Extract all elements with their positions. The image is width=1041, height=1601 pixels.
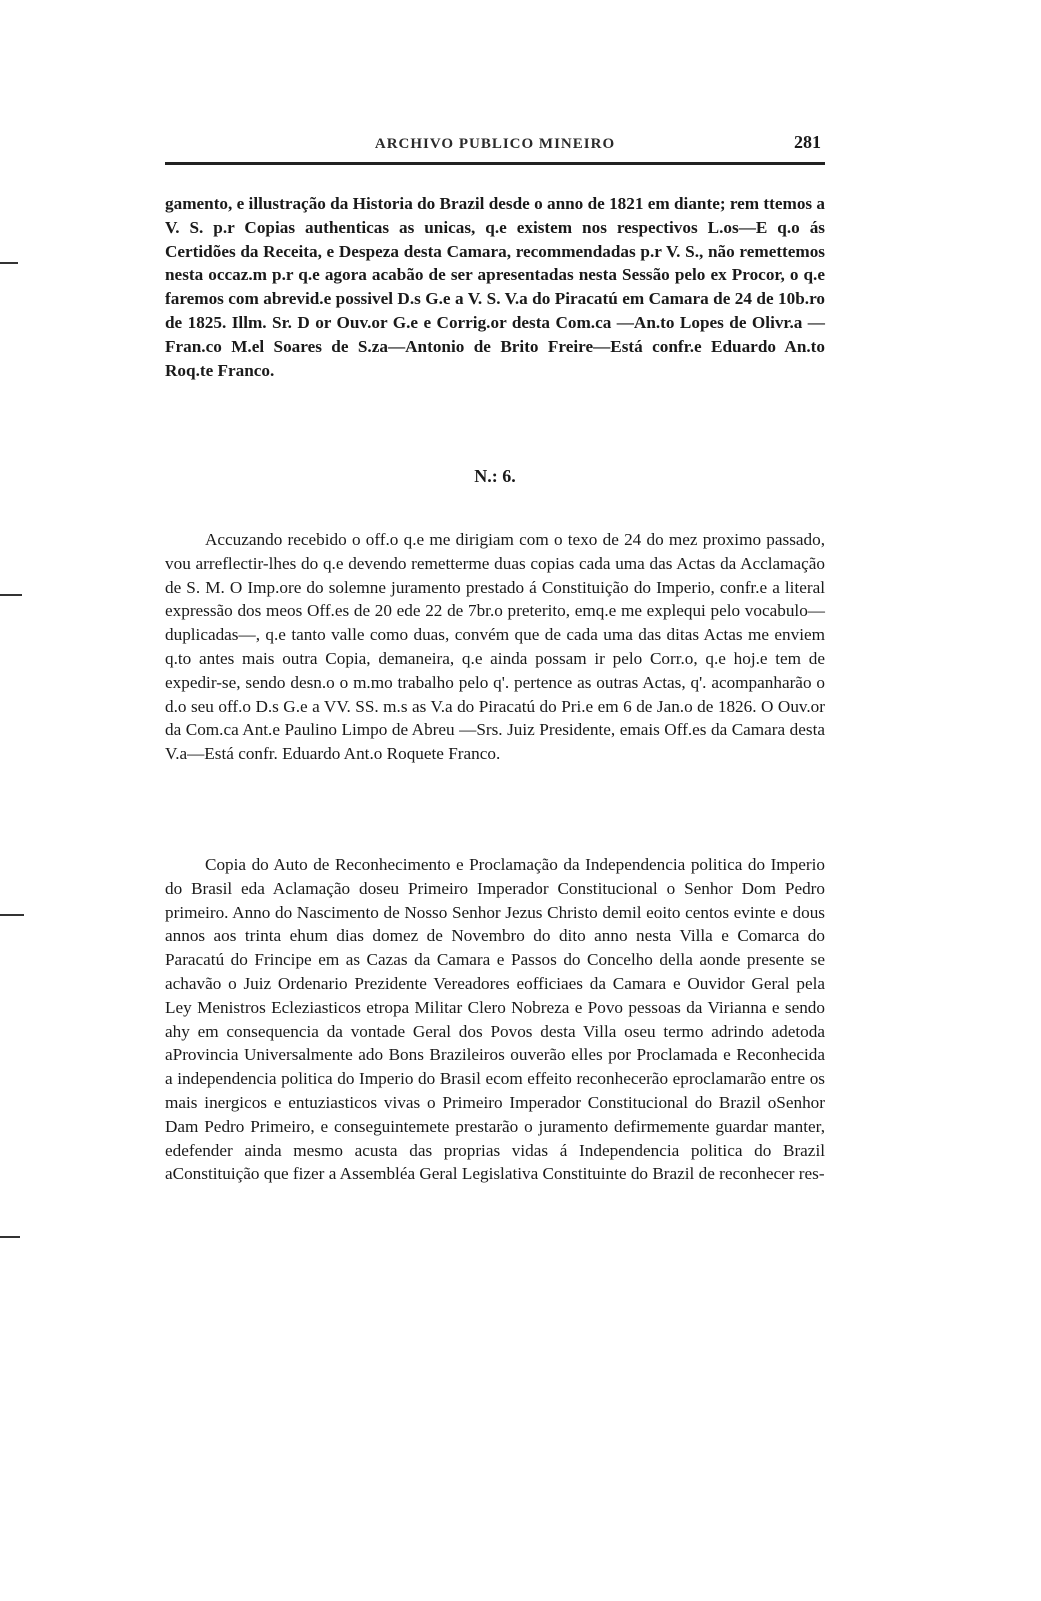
page-header <box>165 128 825 158</box>
section-heading: N.: 6. <box>474 466 516 486</box>
paragraph-auto: Copia do Auto de Reconhecimento e Proclamação da Independencia politica do Imperio do Brasil eda Aclamação doseu Primeiro Imperador Constitucional o Senhor Dom Pedro primeiro. Anno do Nascimento de Nosso Senhor Jezus Christo demil eoito centos evinte e dous annos aos trinta ehum dias domez de Novembro do dito anno nesta Villa e Comarca do Paracatú do Frincipe em as Cazas da Camara e Passos do Concelho della aonde presente se achavão o Juiz Ordenario Prezidente Vereadores eofficiaes da Camara e Ouvidor Geral pela Ley Menistros Ecleziasticos etropa Militar Clero Nobreza e Povo pessoas da Virianna e sendo ahy em consequencia da vontade Geral dos Povos desta Villa oseu termo adrindo adetoda aProvincia Universalmente ado Bons Brazileiros ouverão elles por Proclamada e Reconhecida a independencia politica do Imperio do Brasil ecom effeito reconhecerão eproclamarão entre os mais inergicos e entuziasticos vivas o Primeiro Imperador Constitucional do Brazil oSenhor Dam Pedro Primeiro, e conseguintemete prestarão o juramento defirmemente guardar manter, edefender ainda mesmo acusta das proprias vidas á Independencia politica do Brazil aConstituição que fizer a Assembléa Geral Legislativa Constituinte do Brazil de reconhecer res- <box>165 855 825 1184</box>
margin-mark <box>0 262 18 264</box>
margin-mark <box>0 594 22 596</box>
margin-mark <box>0 914 24 916</box>
margin-mark <box>0 1236 20 1238</box>
paragraph-letter: Accuzando recebido o off.o q.e me dirigiam com o texo de 24 do mez proximo passado, vou arreflectir-lhes do q.e devendo remetterme duas copias cada uma das Actas da Acclamação de S. M. O Imp.ore do solemne juramento prestado á Constituição do Imperio, confr.e a literal expressão dos meos Off.es de 20 ede 22 de 7br.o preterito, emq.e me explequi pelo vocabulo—duplicadas—, q.e tanto valle como duas, convém que de cada uma das ditas Actas me enviem q.to antes mais outra Copia, demaneira, q.e ainda possam ir pelo Corr.o, q.e hoj.e tem de expedir-se, sendo desn.o o m.mo trabalho pelo q'. pertence as outras Actas, q'. acompanharão o d.o seu off.o D.s G.e a VV. SS. m.s as V.a do Piracatú do Pri.e em 6 de Jan.o de 1826. O Ouv.or da Com.ca Ant.e Paulino Limpo de Abreu —Srs. Juiz Presidente, emais Off.es da Camara desta V.a—Está confr. Eduardo Ant.o Roquete Franco. <box>165 530 825 764</box>
paragraph-continued: gamento, e illustração da Historia do Brazil desde o anno de 1821 em diante; rem ttemos a V. S. p.r Copias authenticas as unicas, q.e existem nos respectivos L.os—E q.o ás Certidões da Receita, e Despeza desta Camara, recommendadas p.r V. S., não remettemos nesta occaz.m p.r q.e agora acabão de ser apresentadas nesta Sessão pelo ex Procor, o q.e faremos com abrevid.e possivel D.s G.e a V. S. V.a do Piracatú em Camara de 24 de 10b.ro de 1825. Illm. Sr. D or Ouv.or G.e e Corrig.or desta Com.ca —An.to Lopes de Olivr.a —Fran.co M.el Soares de S.za—Antonio de Brito Freire—Está confr.e Eduardo An.to Roq.te Franco. <box>165 194 825 380</box>
header-rule <box>165 162 825 165</box>
page-number: 281 <box>794 132 821 152</box>
running-head: ARCHIVO PUBLICO MINEIRO <box>374 136 616 152</box>
